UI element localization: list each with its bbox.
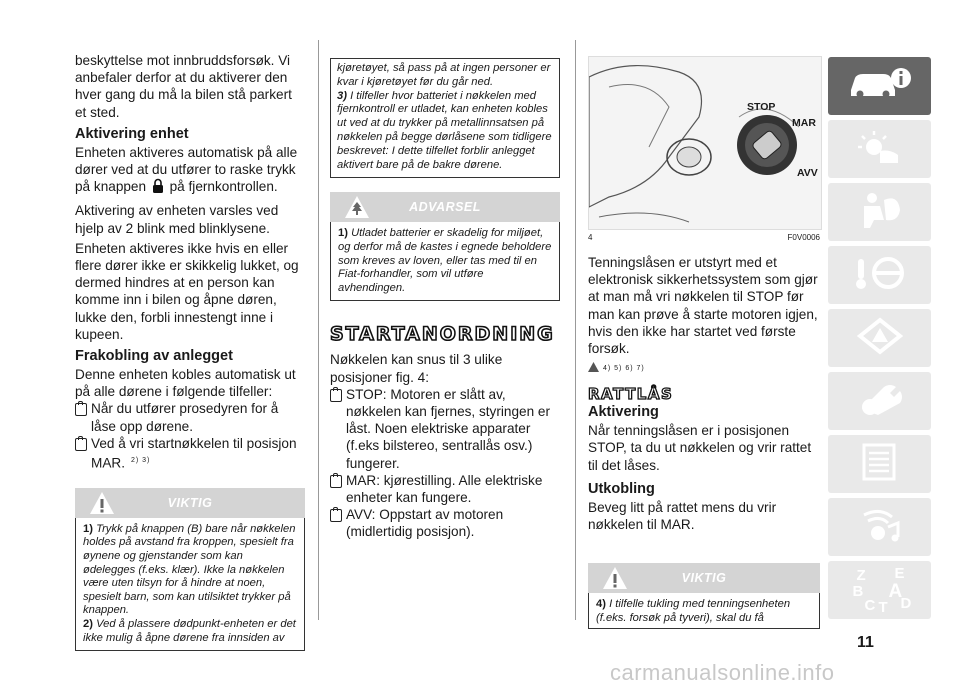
index-letter: T bbox=[878, 599, 888, 616]
tab-multimedia[interactable] bbox=[828, 498, 931, 556]
list-item: STOP: Motoren er slått av, nøkkelen kan fjernes, styringen er låst. Noen elektriske apparater (f.eks bilstereo, sentrallås osv.) fungerer. bbox=[330, 386, 560, 472]
environment-warning-title: ADVARSEL bbox=[409, 200, 481, 215]
index-letter: A bbox=[888, 581, 903, 602]
warning-box: 4) I tilfelle tukling med tenningsenheten (f.eks. forsøk på tyveri), skal du få bbox=[588, 593, 820, 629]
ignition-paragraph: Tenningslåsen er utstyrt med et elektronisk sikkerhetssystem som gjør at man må vri nøkkelen til STOP før man kan prøve å starte motoren igjen, hvis den ikke har startet ved første forsøk. bbox=[588, 255, 818, 357]
position-label-avv: AVV bbox=[797, 167, 818, 179]
tab-maintenance[interactable] bbox=[828, 372, 931, 430]
list-item: Når du utfører prosedyren for å låse opp dørene. bbox=[75, 400, 305, 434]
section-title: STARTANORDNING bbox=[330, 323, 555, 346]
environment-warning-box: 1) Utladet batterier er skadelig for miljøet, og derfor må de kastes i egnede beholdere som kreves av loven, eller tas med til en Fiat-forhandler, som vil utføre avhendingen. bbox=[330, 222, 560, 301]
warning-box: 1) Trykk på knappen (B) bare når nøkkelen holdes på avstand fra kroppen, spesielt fra øynene og gjenstander som kan ødelegges (f.eks. klær). Ikke la nøkkelen være uten tilsyn for å hindre at noen, spesielt barn, som kan utilsiktet trykker på knappen. 2) Ved å plassere dødpunkt-enheten er det ikke mulig å åpne dørene fra innsiden av bbox=[75, 518, 305, 651]
position-label-stop: STOP bbox=[747, 101, 776, 113]
tab-technical-data[interactable] bbox=[828, 435, 931, 493]
maintenance-icon bbox=[850, 379, 910, 424]
ignition-switch-illustration bbox=[589, 57, 821, 229]
watermark: carmanualsonline.info bbox=[610, 660, 835, 685]
index-icon bbox=[845, 565, 915, 615]
deactivation-text: Beveg litt på rattet mens du vrir nøkkelen til MAR. bbox=[588, 499, 777, 533]
warning-header bbox=[588, 563, 820, 593]
padlock-bullet-icon bbox=[330, 389, 342, 402]
column-1 bbox=[75, 52, 305, 651]
padlock-bullet-icon bbox=[75, 403, 87, 416]
column-divider bbox=[318, 40, 319, 620]
position-label-mar: MAR bbox=[792, 117, 816, 129]
activation-heading: Aktivering bbox=[588, 404, 659, 421]
tree-environment-icon bbox=[344, 194, 370, 220]
tab-emergency[interactable] bbox=[828, 309, 931, 367]
warning-title: VIKTIG bbox=[681, 571, 727, 586]
intro-paragraph: beskyttelse mot innbruddsforsøk. Vi anbefaler derfor at du aktiverer den hver gang du må la bilen stå parkert et sted. bbox=[75, 53, 292, 120]
multimedia-icon bbox=[850, 505, 910, 550]
activation-heading: Aktivering enhet bbox=[75, 125, 189, 142]
index-letter: C bbox=[864, 597, 876, 614]
tab-car-info[interactable] bbox=[828, 57, 931, 115]
dashboard-lights-icon bbox=[850, 127, 910, 172]
tab-dashboard[interactable] bbox=[828, 120, 931, 178]
warning-small-icon bbox=[588, 359, 599, 377]
tab-index[interactable] bbox=[828, 561, 931, 619]
warning-triangle-icon bbox=[89, 490, 115, 516]
tab-starting-driving[interactable] bbox=[828, 246, 931, 304]
deactivation-paragraph: Denne enheten kobles automatisk ut på alle dørene i følgende tilfeller: bbox=[75, 367, 296, 400]
list-item: AVV: Oppstart av motoren (midlertidig posisjon). bbox=[330, 506, 560, 540]
deactivation-heading: Frakobling av anlegget bbox=[75, 348, 233, 365]
activation-paragraph: Enheten aktiveres automatisk på alle dører ved at du utfører to raske trykk på knappen på fjernkontrollen. bbox=[75, 144, 305, 199]
column-2 bbox=[330, 58, 560, 541]
environment-warning-header bbox=[330, 192, 560, 222]
warning-header bbox=[75, 488, 305, 518]
index-letter: E bbox=[894, 565, 905, 582]
padlock-bullet-icon bbox=[75, 438, 87, 451]
column-divider bbox=[575, 40, 576, 620]
positions-intro: Nøkkelen kan snus til 3 ulike posisjoner fig. 4: bbox=[330, 352, 503, 385]
activation-text: Når tenningslåsen er i posisjonen STOP, ta du ut nøkkelen og vrir rattet til det låses. bbox=[588, 423, 812, 473]
warning-continuation-box: kjøretøyet, så pass på at ingen personer er kvar i kjøretøyet før du går ned. 3) I tilfeller hvor batteriet i nøkkelen med fjernkontroll er utladet, kan enheten kobles ut ved at du trykker på metallinnsatsen på nøkkelen på begge dørlåsene som tidligere beskrevet: I dette tilfellet forblir anlegget aktivert bare på de bakre dørene. bbox=[330, 58, 560, 178]
warning-title: VIKTIG bbox=[167, 495, 213, 510]
index-letter: D bbox=[900, 595, 912, 612]
technical-data-icon bbox=[850, 442, 910, 487]
deactivation-heading: Utkobling bbox=[588, 480, 655, 497]
safety-airbag-icon bbox=[850, 190, 910, 235]
padlock-bullet-icon bbox=[330, 475, 342, 488]
warning-triangle-icon bbox=[602, 565, 628, 591]
starting-driving-icon bbox=[850, 253, 910, 298]
figure-caption bbox=[588, 233, 820, 242]
note-references: 4) 5) 6) 7) bbox=[603, 364, 645, 372]
list-item: MAR: kjørestilling. Alle elektriske enheter kan fungere. bbox=[330, 472, 560, 506]
index-letter: Z bbox=[856, 567, 866, 584]
figure-code: F0V0006 bbox=[787, 233, 820, 242]
tab-safety[interactable] bbox=[828, 183, 931, 241]
list-item: Ved å vri startnøkkelen til posisjon MAR. $^{2) 3)}$ bbox=[75, 435, 305, 472]
padlock-icon bbox=[152, 178, 164, 198]
ignition-refs bbox=[588, 359, 820, 377]
padlock-bullet-icon bbox=[330, 509, 342, 522]
chapter-sidebar bbox=[828, 57, 931, 624]
emergency-warning-icon bbox=[850, 316, 910, 361]
page-number: 11 bbox=[857, 634, 874, 651]
section-title: RATTLÅS bbox=[588, 385, 674, 404]
note-references: 2) 3) bbox=[130, 457, 151, 465]
activation-doors-paragraph: Enheten aktiveres ikke hvis en eller flere dører ikke er skikkelig lukket, og dermed hindres at en person kan komme inn i bilen og åpne døren, lukke den, forbli innestengt inne i kupeen. bbox=[75, 240, 299, 342]
column-3 bbox=[588, 48, 820, 629]
index-letter: B bbox=[852, 583, 864, 600]
activation-signal-paragraph: Aktivering av enheten varsles ved hjelp av 2 blink med blinklysene. bbox=[75, 203, 279, 236]
figure-number: 4 bbox=[588, 233, 593, 242]
ignition-figure bbox=[588, 56, 822, 230]
car-info-icon bbox=[845, 64, 915, 109]
